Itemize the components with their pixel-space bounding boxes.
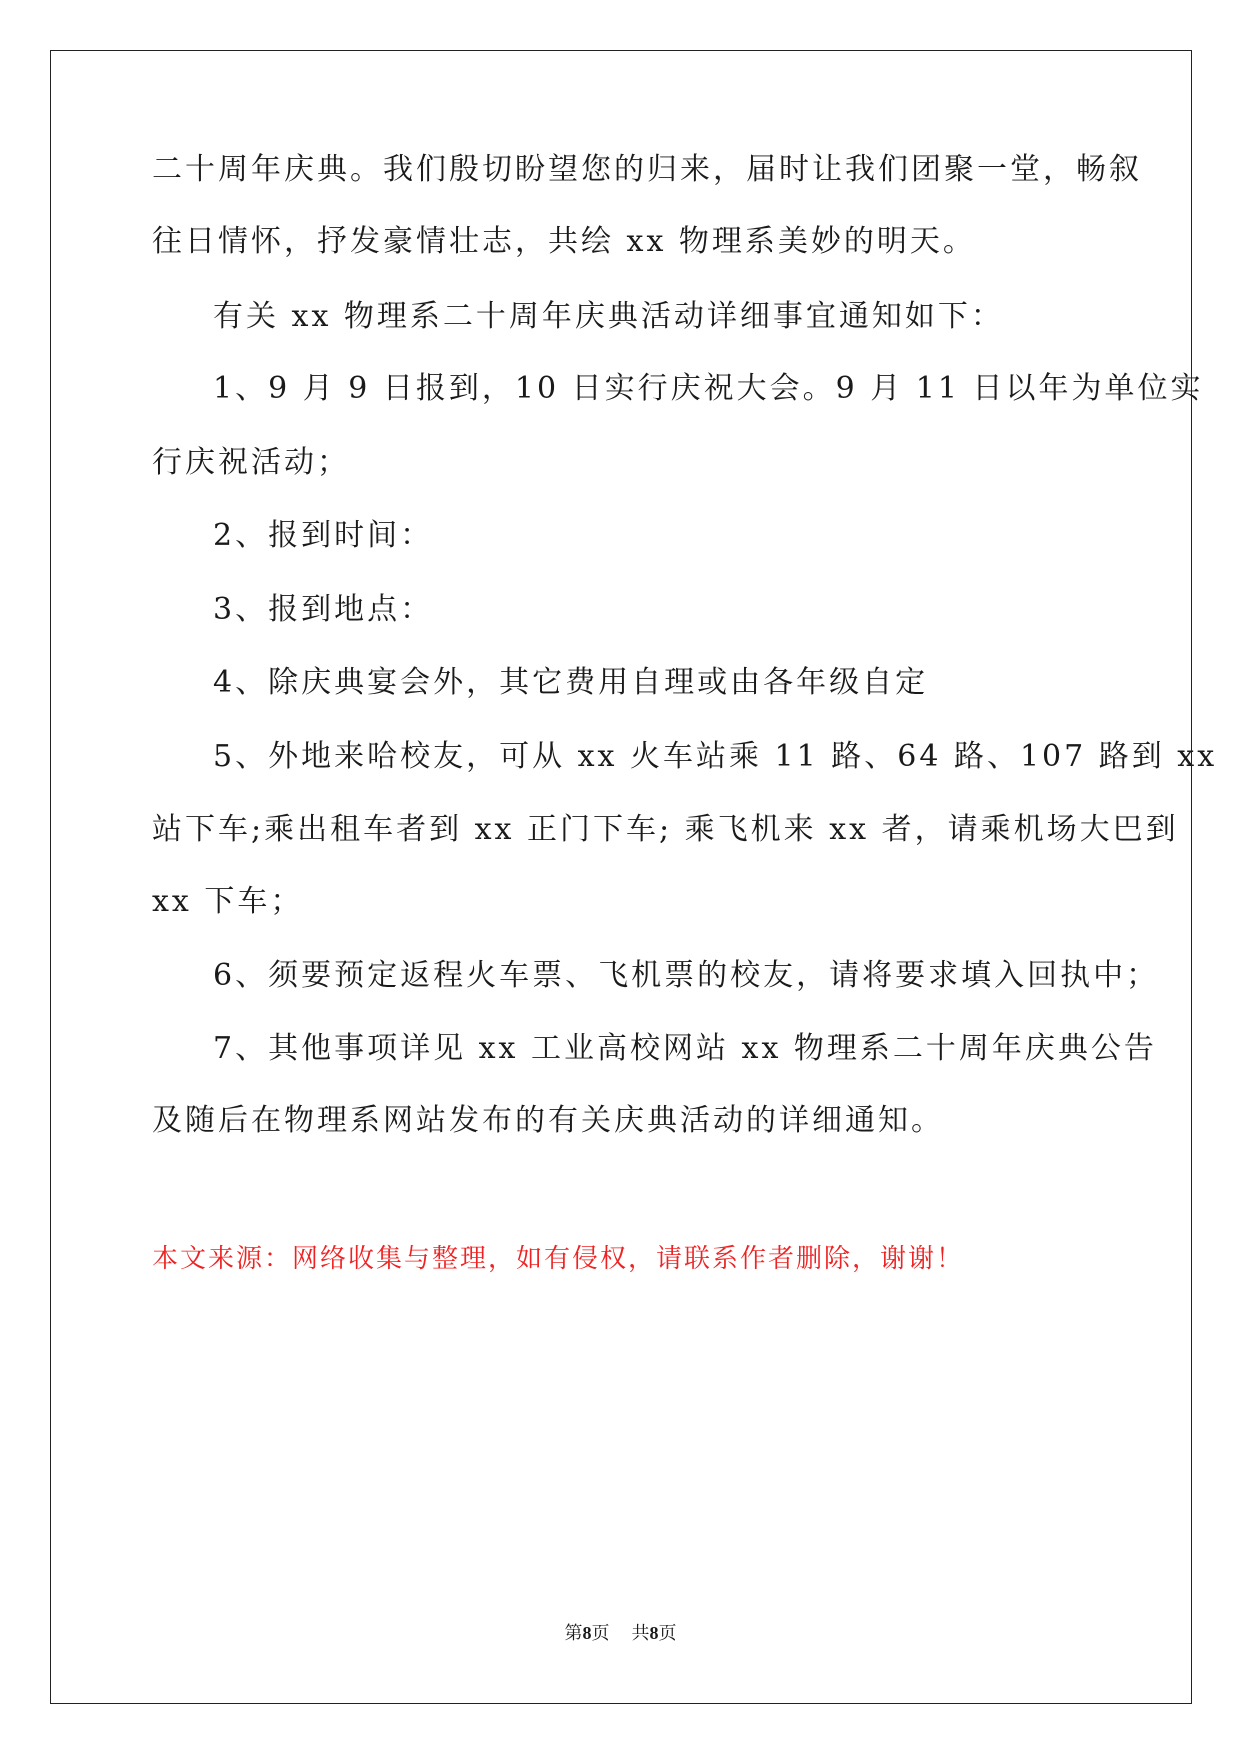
paragraph-line: 站下车;乘出租车者到 xx 正门下车; 乘飞机来 xx 者，请乘机场大巴到 <box>152 812 1179 847</box>
page-suffix: 页 <box>591 1623 610 1644</box>
list-item-7: 7、其他事项详见 xx 工业高校网站 xx 物理系二十周年庆典公告 <box>213 1031 1157 1066</box>
paragraph-line: 行庆祝活动； <box>152 445 350 480</box>
list-item-1: 1、9 月 9 日报到，10 日实行庆祝大会。9 月 11 日以年为单位实 <box>213 371 1204 406</box>
list-item-6: 6、须要预定返程火车票、飞机票的校友，请将要求填入回执中； <box>213 958 1160 993</box>
total-prefix: 共 <box>631 1623 650 1644</box>
list-item-4: 4、除庆典宴会外，其它费用自理或由各年级自定 <box>213 665 929 700</box>
paragraph-line: 及随后在物理系网站发布的有关庆典活动的详细通知。 <box>152 1103 944 1138</box>
paragraph-line: 二十周年庆典。我们殷切盼望您的归来，届时让我们团聚一堂，畅叙 <box>152 152 1142 187</box>
list-item-2: 2、报到时间： <box>213 518 434 553</box>
source-note: 本文来源：网络收集与整理，如有侵权，请联系作者删除，谢谢！ <box>152 1244 965 1274</box>
page-footer <box>0 1621 1241 1646</box>
paragraph-line: 有关 xx 物理系二十周年庆典活动详细事宜通知如下： <box>213 299 1004 334</box>
paragraph-line: xx 下车； <box>152 884 304 919</box>
total-page-number: 8 <box>649 1623 659 1643</box>
page-prefix: 第 <box>564 1623 583 1644</box>
current-page-number: 8 <box>582 1623 592 1643</box>
total-suffix: 页 <box>658 1623 677 1644</box>
list-item-3: 3、报到地点： <box>213 592 434 627</box>
list-item-5: 5、外地来哈校友，可从 xx 火车站乘 11 路、64 路、107 路到 xx <box>213 739 1218 774</box>
paragraph-line: 往日情怀，抒发豪情壮志，共绘 xx 物理系美妙的明天。 <box>152 224 976 259</box>
